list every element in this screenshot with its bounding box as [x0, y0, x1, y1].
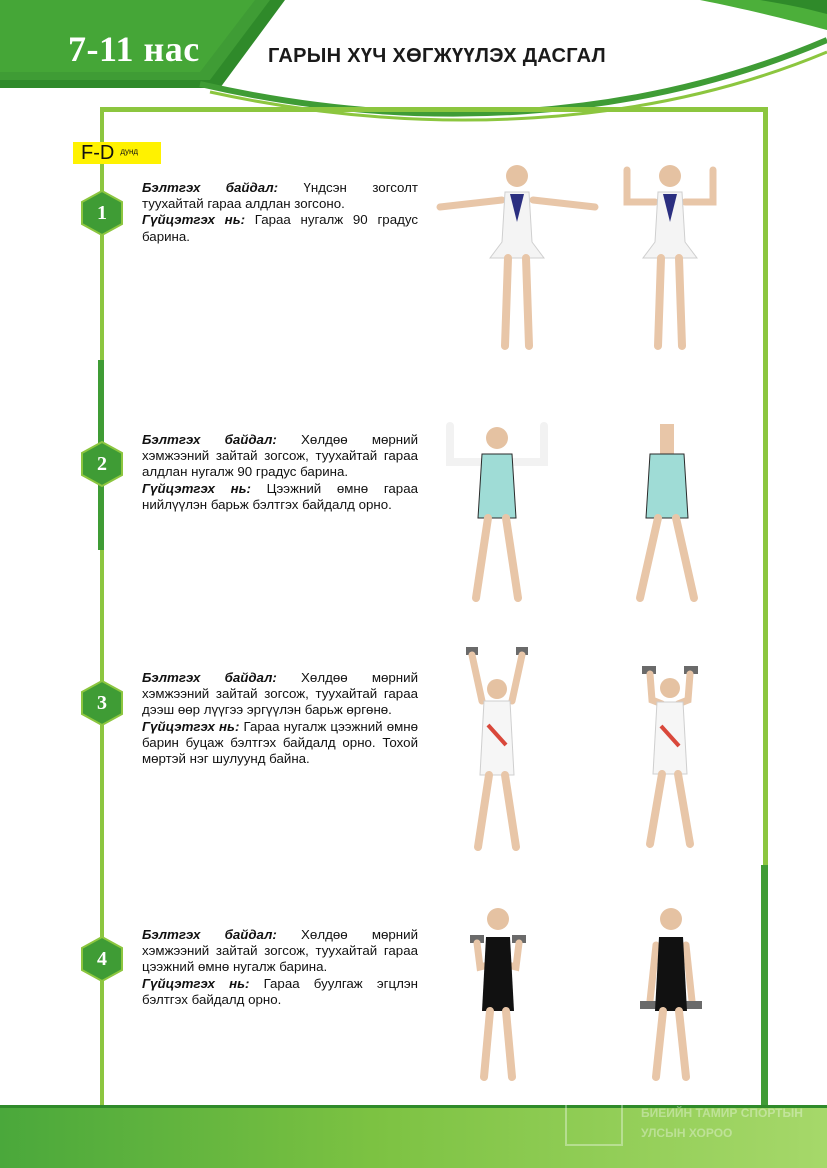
start-position-text: Үндсэн зогсолт туухайтай гараа алдлан зогсоно.: [142, 180, 419, 212]
frame-top-border: [100, 107, 768, 112]
committee-logo-icon: [565, 1102, 623, 1146]
level-badge: [73, 142, 161, 164]
age-group-label: 7-11 нас: [68, 29, 200, 69]
frame-right-accent: [761, 865, 768, 1105]
step-number-badge: [81, 680, 123, 726]
exercise-photo-end: [630, 422, 705, 606]
step-number: 1: [97, 201, 107, 224]
step-description: [142, 432, 418, 513]
exercise-photo-end: [636, 905, 706, 1087]
start-position-text: Хөлдөө мөрний хэмжээний зайтай зогсож, туухайтай гараа дээш өөр лүүгээ эргүүлэн барьж өргөнө.: [142, 670, 418, 718]
step-number-badge: [81, 190, 123, 236]
execution-label: Гүйцэтгэх нь:: [142, 975, 250, 991]
start-position-text: Хөлдөө мөрний хэмжээний зайтай зогсож, туухайтай гараа алдлан нугалж 90 градус барина.: [142, 432, 418, 480]
watermark: [565, 1100, 827, 1150]
exercise-photo-start: [466, 905, 530, 1087]
execution-label: Гүйцэтгэх нь:: [142, 212, 246, 228]
exercise-photo-start: [462, 645, 532, 855]
watermark-line-1: БИЕИЙН ТАМИР СПОРТЫН: [641, 1106, 803, 1120]
exercise-photo-start: [430, 162, 605, 354]
start-position-label: Бэлтгэх байдал:: [142, 180, 279, 195]
step-description: [142, 927, 418, 1008]
step-description: [142, 670, 418, 767]
execution-text: Цээжний өмнө гараа нийлүүлэн барьж бэлтгэх байдалд орно.: [142, 480, 418, 512]
step-number: 2: [97, 452, 107, 475]
start-position-label: Бэлтгэх байдал:: [142, 670, 277, 685]
level-label: дунд: [120, 146, 139, 156]
watermark-line-2: УЛСЫН ХОРОО: [641, 1126, 733, 1140]
execution-text: Гараа буулгаж эгцлэн бэлтгэх байдалд орно.: [142, 975, 418, 1007]
page-title: ГАРЫН ХҮЧ ХӨГЖҮҮЛЭХ ДАСГАЛ: [268, 45, 606, 67]
execution-text: Гараа нугалж цээжний өмнө барин буцаж бэлтгэх байдалд орно. Тохой мөртэй нэг шулуунд байна.: [142, 718, 418, 767]
step-number: 3: [97, 691, 107, 714]
step-number-badge: [81, 936, 123, 982]
exercise-photo-start: [440, 422, 555, 606]
step-number: 4: [97, 947, 107, 970]
execution-label: Гүйцэтгэх нь:: [142, 718, 240, 734]
step-description: [142, 180, 418, 245]
execution-text: Гараа нугалж 90 градус барина.: [142, 212, 418, 244]
step-number-badge: [81, 441, 123, 487]
execution-label: Гүйцэтгэх нь:: [142, 480, 251, 496]
start-position-label: Бэлтгэх байдал:: [142, 927, 277, 942]
start-position-text: Хөлдөө мөрний хэмжээний зайтай зогсож, туухайтай гараа цээжний өмнө нугалж барина.: [142, 927, 418, 975]
level-code: F-D: [81, 142, 115, 164]
exercise-photo-end: [615, 162, 725, 354]
start-position-label: Бэлтгэх байдал:: [142, 432, 277, 447]
exercise-photo-end: [640, 660, 700, 852]
